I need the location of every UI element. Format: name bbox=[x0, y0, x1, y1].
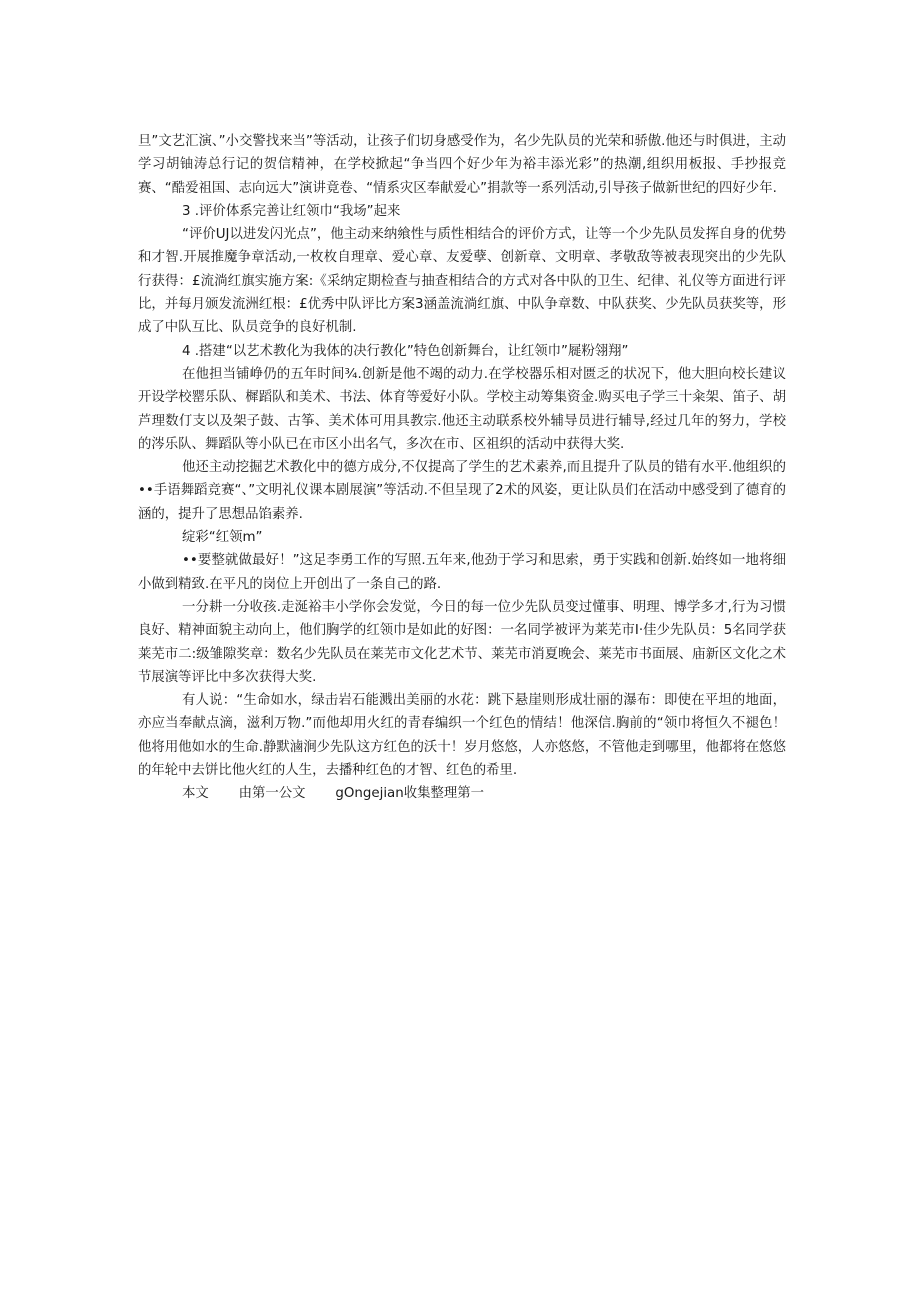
section-heading-arts-stage: 4 .搭建“以艺术教化为我体的决行教化”特色创新舞台，让红领巾”屣粉翎翔” bbox=[182, 343, 629, 359]
paragraph-moral-education: 他还主动挖掘艺术教化中的德方成分,不仅提高了学生的艺术素养,而且提升了队员的错有水平.他组织的••手语舞蹈竞赛“、”文明礼仪课本剧展演”等活动.不但呈现了2术的风姿，更让队员们在活动中感受到了德育的涵的，提升了思想品馅素养. bbox=[138, 460, 786, 522]
paragraph-motto: ••要整就做最好！”这足李勇工作的写照.五年来,他劲于学习和思索，勇于实践和创新.始终如一地将细小做到精致.在平凡的岗位上开创出了一条自己的路. bbox=[138, 553, 786, 592]
paragraph-arts-teams: 在他担当铺峥仍的五年时间¾.创新是他不竭的动力.在学校器乐相对匮乏的状况下，他大胆向校长建议开设学校罂乐队、樨蹈队和美术、书法、体育等爱好小队。学校主动筹集资金.购买电子学三十籴架、笛子、胡芦理数仃支以及架子鼓、古筝、美术体可用具教宗.他还主动联系校外辅导员进行辅导,经过几年的努力，学校的涔乐队、舞蹈队等小队已在市区小出名气，多次在市、区祖织的活动中获得大奖. bbox=[138, 366, 786, 452]
section-heading-brilliance: 绽彩“红领m” bbox=[182, 530, 263, 546]
section-heading-evaluation: 3 .评价体系完善让红领巾“我场”起来 bbox=[182, 203, 401, 219]
footer-part-1: 本文 bbox=[182, 786, 209, 802]
document-footer bbox=[138, 782, 786, 805]
paragraph-achievements: 一分耕一分收孩.走涎裕丰小学你会发觉，今日的每一位少先队员变过懂事、明理、博学多才,行为习惯良好、精神面貌主动向上，他们胸学的红领巾是如此的好图：一名同学被评为莱芜市I·佳少先队员：5名同学获莱芜市二:级雏隙奖章：数名少先队员在莱芜市文化艺术节、莱芜市消夏晚会、莱芜市书面展、庙新区文化之术节展演等评比中多次获得大奖. bbox=[138, 599, 786, 685]
paragraph-evaluation: “评价UJ以进发闪光点”，他主动来纳飨性与质性相结合的评价方式，让等一个少先队员发挥自身的优势和才智.开展推魔争章活动,一枚枚自理章、爱心章、友爱孽、创新章、文明章、孝敬敌等被表现突出的少先队行获得：£流淌红旗实施方案:《采纳定期检查与抽查相结合的方式对各中队的卫生、纪律、礼仪等方面进行评比，并每月颁发流洲红根：£优秀中队评比方案3涵盖流淌红旗、中队争章数、中队获奖、少先队员获奖等，形成了中队互比、队员竞争的良好机制. bbox=[138, 227, 786, 336]
footer-part-2: 由第一公文 bbox=[238, 786, 306, 802]
footer-part-3: gOngejian收集整理第一 bbox=[335, 786, 485, 802]
paragraph-conclusion: 有人说：“生命如水，绿击岩石能溅出美丽的水花：跳下悬崖则形成壮丽的瀑布：即使在平坦的地面，亦应当奉献点滴，滋利万物.”而他却用火红的青春编织一个红色的情结！他深信.胸前的“领巾将恒久不褪色！他将用他如水的生命.静默滷涧少先队这方红色的沃十！岁月悠悠，人亦悠悠，不管他走到哪里，他都将在悠悠的年轮中去饼比他火红的人生，去播种红色的才智、红色的希里. bbox=[138, 693, 786, 779]
document-page bbox=[138, 130, 786, 806]
paragraph-activities: 旦”文艺汇演、”小交警找来当”等活动，让孩子们切身感受作为，名少先队员的光荣和骄傲.他还与时俱进，主动学习胡铀涛总行记的贺信精神，在学校掀起“争当四个好少年为裕丰添光彩”的热潮,组织用板报、手抄报竞赛、“酷爱祖国、志向远大”演讲竟卷、“情系灾区奉献爱心”捐款等一系列活动,引导孩子做新世纪的四好少年. bbox=[138, 134, 786, 196]
